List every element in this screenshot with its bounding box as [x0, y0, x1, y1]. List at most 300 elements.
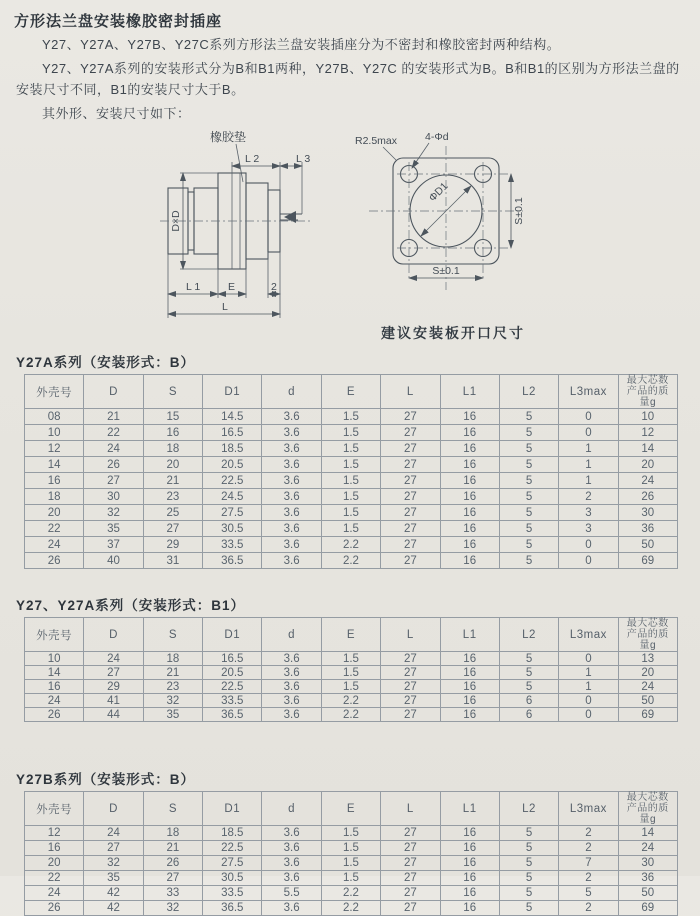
table-cell: 23: [143, 489, 202, 505]
column-header: L1: [440, 792, 499, 826]
header-row: [25, 375, 678, 409]
table-row: [25, 652, 678, 666]
spec-table-y27-y27a-b1: [24, 617, 678, 722]
table-cell: 3.6: [262, 457, 321, 473]
column-header: D1: [203, 618, 262, 652]
table-cell: 1.5: [321, 871, 380, 886]
table-row: [25, 521, 678, 537]
table-cell: 27: [84, 473, 143, 489]
table-cell: 1.5: [321, 489, 380, 505]
table-cell: 24: [84, 441, 143, 457]
table-cell: 29: [143, 537, 202, 553]
flange-figure-block: [353, 126, 538, 343]
table-cell: 25: [143, 505, 202, 521]
table-row: [25, 901, 678, 916]
table-cell: 1: [559, 680, 618, 694]
table-cell: 27: [381, 886, 440, 901]
table-cell: 26: [84, 457, 143, 473]
table-cell: 14.5: [203, 409, 262, 425]
table-cell: 10: [25, 425, 84, 441]
table-cell: 18.5: [203, 826, 262, 841]
table-cell: 18: [25, 489, 84, 505]
table-cell: 22: [25, 871, 84, 886]
table-cell: 24: [84, 826, 143, 841]
table-cell: 3.6: [262, 441, 321, 457]
column-header: L1: [440, 618, 499, 652]
table-cell: 5: [499, 425, 558, 441]
figures-row: [0, 126, 700, 354]
table-cell: 27: [381, 521, 440, 537]
page-title: 方形法兰盘安装橡胶密封插座: [14, 13, 223, 30]
table-cell: 16: [440, 473, 499, 489]
table-cell: 08: [25, 409, 84, 425]
table-cell: 12: [25, 826, 84, 841]
table-cell: 36.5: [203, 901, 262, 916]
table-cell: 30: [84, 489, 143, 505]
rubber-gasket-label: 橡胶垫: [210, 130, 247, 144]
table-cell: 27: [381, 856, 440, 871]
table-cell: 3: [559, 505, 618, 521]
table-cell: 16: [440, 856, 499, 871]
column-header: L: [381, 792, 440, 826]
table-cell: 27: [381, 708, 440, 722]
table-cell: 16: [440, 505, 499, 521]
column-header: S: [143, 792, 202, 826]
table-cell: 16: [440, 457, 499, 473]
table-cell: 5: [499, 489, 558, 505]
table-cell: 5: [559, 886, 618, 901]
table-cell: 6: [499, 694, 558, 708]
table-cell: 44: [84, 708, 143, 722]
table-cell: 5: [499, 473, 558, 489]
column-header: d: [262, 618, 321, 652]
column-header: D: [84, 792, 143, 826]
table-cell: 27.5: [203, 856, 262, 871]
table-cell: 27: [143, 871, 202, 886]
table-cell: 50: [618, 886, 677, 901]
table-cell: 2: [559, 826, 618, 841]
table-cell: 12: [618, 425, 677, 441]
table-cell: 35: [143, 708, 202, 722]
table-cell: 3.6: [262, 505, 321, 521]
dim-l1-label: L 1: [186, 281, 201, 293]
table-title-y27a-b: Y27A系列（安装形式：B）: [16, 355, 196, 370]
intro-paragraph-3: 其外形、安装尺寸如下：: [42, 106, 191, 121]
table-cell: 27.5: [203, 505, 262, 521]
table-cell: 24: [618, 680, 677, 694]
table-cell: 27: [84, 666, 143, 680]
table-cell: 36: [618, 871, 677, 886]
table-cell: 14: [618, 826, 677, 841]
table-cell: 16: [440, 901, 499, 916]
table-cell: 42: [84, 886, 143, 901]
table-cell: 5: [499, 505, 558, 521]
column-header: d: [262, 792, 321, 826]
table-cell: 3.6: [262, 425, 321, 441]
table-cell: 0: [559, 409, 618, 425]
table-row: [25, 489, 678, 505]
header-row: [25, 618, 678, 652]
column-header: L: [381, 618, 440, 652]
table-cell: 32: [143, 694, 202, 708]
table-cell: 1.5: [321, 826, 380, 841]
table-cell: 69: [618, 708, 677, 722]
table-cell: 3.6: [262, 521, 321, 537]
table-title-y27-y27a-b1: Y27、Y27A系列（安装形式：B1）: [16, 598, 246, 613]
table-cell: 18: [143, 441, 202, 457]
table-cell: 27: [381, 694, 440, 708]
table-cell: 16.5: [203, 652, 262, 666]
table-cell: 1.5: [321, 680, 380, 694]
column-header: L2: [499, 375, 558, 409]
table-cell: 2.2: [321, 537, 380, 553]
table-cell: 35: [84, 521, 143, 537]
table-cell: 2.2: [321, 886, 380, 901]
table-cell: 16: [440, 409, 499, 425]
table-cell: 22.5: [203, 473, 262, 489]
table-cell: 1.5: [321, 521, 380, 537]
table-cell: 26: [618, 489, 677, 505]
table-cell: 16: [440, 652, 499, 666]
table-cell: 50: [618, 537, 677, 553]
table-cell: 0: [559, 537, 618, 553]
table-cell: 5: [499, 856, 558, 871]
table-cell: 27: [381, 871, 440, 886]
table-cell: 16: [440, 666, 499, 680]
column-header: E: [321, 375, 380, 409]
table-cell: 27: [381, 680, 440, 694]
connector-side-view-figure: [150, 126, 335, 351]
table-cell: 2: [559, 871, 618, 886]
table-cell: 3.6: [262, 652, 321, 666]
table-cell: 5: [499, 886, 558, 901]
header-row: [25, 792, 678, 826]
column-header: 外壳号: [25, 792, 84, 826]
table-cell: 33.5: [203, 537, 262, 553]
table-cell: 22.5: [203, 841, 262, 856]
table-cell: 24: [25, 537, 84, 553]
table-cell: 5: [499, 871, 558, 886]
table-cell: 16: [440, 441, 499, 457]
table-cell: 21: [143, 473, 202, 489]
column-header: L: [381, 375, 440, 409]
table-cell: 20: [25, 856, 84, 871]
table-row: [25, 425, 678, 441]
table-cell: 5: [499, 652, 558, 666]
table-cell: 1.5: [321, 505, 380, 521]
table-cell: 27: [381, 901, 440, 916]
table-cell: 26: [25, 901, 84, 916]
table-cell: 21: [143, 841, 202, 856]
table-cell: 27: [381, 441, 440, 457]
table-row: [25, 537, 678, 553]
table-cell: 16: [25, 473, 84, 489]
table-cell: 20: [618, 457, 677, 473]
table-cell: 18.5: [203, 441, 262, 457]
table-cell: 30: [618, 505, 677, 521]
table-cell: 27: [381, 841, 440, 856]
table-cell: 16: [440, 425, 499, 441]
dim-l3-label: L 3: [296, 153, 311, 165]
table-cell: 29: [84, 680, 143, 694]
dim-l2-label: L 2: [245, 153, 260, 165]
table-cell: 0: [559, 694, 618, 708]
table-cell: 5: [499, 537, 558, 553]
table-cell: 35: [84, 871, 143, 886]
corner-radius-label: R2.5max: [355, 135, 398, 147]
table-cell: 2.2: [321, 901, 380, 916]
table-cell: 5: [499, 841, 558, 856]
column-header: L3max: [559, 618, 618, 652]
table-cell: 3: [559, 521, 618, 537]
table-cell: 1: [559, 441, 618, 457]
table-cell: 2.2: [321, 553, 380, 569]
table-cell: 30.5: [203, 871, 262, 886]
table-cell: 20: [618, 666, 677, 680]
table-cell: 3.6: [262, 537, 321, 553]
table-cell: 3.6: [262, 473, 321, 489]
table-cell: 27: [143, 521, 202, 537]
table-cell: 24: [25, 694, 84, 708]
column-header: d: [262, 375, 321, 409]
table-cell: 16: [440, 871, 499, 886]
table-row: [25, 680, 678, 694]
column-header: 外壳号: [25, 618, 84, 652]
table-cell: 16: [440, 826, 499, 841]
table-cell: 27: [381, 505, 440, 521]
table-cell: 2.2: [321, 694, 380, 708]
column-header: L2: [499, 618, 558, 652]
table-cell: 16: [440, 708, 499, 722]
table-cell: 14: [25, 457, 84, 473]
table-cell: 27: [381, 537, 440, 553]
table-cell: 41: [84, 694, 143, 708]
table-cell: 37: [84, 537, 143, 553]
spec-table-y27a-b: [24, 374, 678, 569]
bore-diameter-label: ΦD1: [426, 180, 451, 205]
table-cell: 16: [440, 680, 499, 694]
column-header: E: [321, 792, 380, 826]
table-cell: 2: [559, 901, 618, 916]
table-cell: 7: [559, 856, 618, 871]
table-row: [25, 856, 678, 871]
intro-paragraph-1: Y27、Y27A、Y27B、Y27C系列方形法兰盘安装插座分为不密封和橡胶密封两种结构。: [42, 37, 561, 52]
table-row: [25, 886, 678, 901]
table-cell: 20.5: [203, 666, 262, 680]
table-cell: 22: [25, 521, 84, 537]
table-cell: 24.5: [203, 489, 262, 505]
table-cell: 30.5: [203, 521, 262, 537]
table-cell: 3.6: [262, 826, 321, 841]
table-cell: 3.6: [262, 841, 321, 856]
table-cell: 13: [618, 652, 677, 666]
flange-front-view-figure: [353, 126, 538, 321]
table-cell: 5: [499, 441, 558, 457]
table-cell: 27: [381, 553, 440, 569]
table-cell: 69: [618, 553, 677, 569]
table-cell: 40: [84, 553, 143, 569]
table-cell: 1.5: [321, 856, 380, 871]
flange-figure-caption: 建议安装板开口尺寸: [381, 325, 525, 341]
table-cell: 32: [84, 505, 143, 521]
spec-table-y27b-b: [24, 791, 678, 916]
column-header: 外壳号: [25, 375, 84, 409]
table-row: [25, 826, 678, 841]
table-cell: 2.2: [321, 708, 380, 722]
table-cell: 3.6: [262, 666, 321, 680]
table-cell: 42: [84, 901, 143, 916]
table-cell: 23: [143, 680, 202, 694]
table-cell: 16: [440, 537, 499, 553]
table-cell: 27: [381, 473, 440, 489]
table-cell: 16: [440, 841, 499, 856]
dim-l-label: L: [222, 301, 228, 313]
table-cell: 0: [559, 652, 618, 666]
table-cell: 2: [559, 489, 618, 505]
table-cell: 16: [440, 521, 499, 537]
column-header: 最大芯数产品的质量g: [618, 375, 677, 409]
table-cell: 27: [381, 425, 440, 441]
table-cell: 5: [499, 553, 558, 569]
table-cell: 27: [381, 652, 440, 666]
table-cell: 16.5: [203, 425, 262, 441]
table-cell: 26: [25, 708, 84, 722]
table-cell: 16: [440, 553, 499, 569]
table-cell: 24: [618, 473, 677, 489]
column-header: 最大芯数产品的质量g: [618, 792, 677, 826]
table-cell: 14: [25, 666, 84, 680]
table-cell: 1: [559, 457, 618, 473]
table-row: [25, 694, 678, 708]
table-cell: 24: [618, 841, 677, 856]
table-cell: 16: [25, 841, 84, 856]
table-cell: 3.6: [262, 871, 321, 886]
table-cell: 36: [618, 521, 677, 537]
table-cell: 26: [25, 553, 84, 569]
table-cell: 33: [143, 886, 202, 901]
table-cell: 1.5: [321, 457, 380, 473]
table-cell: 3.6: [262, 409, 321, 425]
column-header: D1: [203, 375, 262, 409]
column-header: L1: [440, 375, 499, 409]
table-cell: 3.6: [262, 489, 321, 505]
table-cell: 0: [559, 425, 618, 441]
table-cell: 12: [25, 441, 84, 457]
table-cell: 27: [381, 666, 440, 680]
dim-dxd-label: D×D: [170, 210, 182, 232]
table-cell: 24: [25, 886, 84, 901]
table-row: [25, 841, 678, 856]
table-cell: 36.5: [203, 553, 262, 569]
table-cell: 31: [143, 553, 202, 569]
column-header: S: [143, 618, 202, 652]
table-cell: 33.5: [203, 886, 262, 901]
table-cell: 33.5: [203, 694, 262, 708]
table-cell: 18: [143, 652, 202, 666]
table-cell: 1: [559, 473, 618, 489]
table-row: [25, 473, 678, 489]
table-cell: 69: [618, 901, 677, 916]
table-cell: 32: [84, 856, 143, 871]
table-cell: 10: [618, 409, 677, 425]
dim-s-bottom-label: S±0.1: [432, 265, 460, 277]
table-row: [25, 457, 678, 473]
table-cell: 3.6: [262, 694, 321, 708]
table-cell: 16: [143, 425, 202, 441]
table-cell: 26: [143, 856, 202, 871]
table-row: [25, 505, 678, 521]
table-cell: 5: [499, 826, 558, 841]
table-cell: 30: [618, 856, 677, 871]
table-row: [25, 409, 678, 425]
dim-e-label: E: [228, 281, 236, 293]
table-row: [25, 441, 678, 457]
mounting-holes-label: 4-Φd: [425, 131, 449, 143]
table-cell: 1.5: [321, 666, 380, 680]
column-header: D: [84, 618, 143, 652]
table-cell: 5: [499, 666, 558, 680]
table-cell: 22: [84, 425, 143, 441]
table-cell: 14: [618, 441, 677, 457]
table-cell: 1.5: [321, 652, 380, 666]
dim-s-right-label: S±0.1: [513, 197, 525, 225]
column-header: E: [321, 618, 380, 652]
table-cell: 20.5: [203, 457, 262, 473]
table-cell: 27: [381, 489, 440, 505]
table-cell: 5: [499, 457, 558, 473]
table-cell: 1.5: [321, 409, 380, 425]
table-title-y27b-b: Y27B系列（安装形式：B）: [16, 772, 196, 787]
column-header: L2: [499, 792, 558, 826]
table-cell: 32: [143, 901, 202, 916]
table-cell: 22.5: [203, 680, 262, 694]
table-cell: 20: [143, 457, 202, 473]
table-cell: 15: [143, 409, 202, 425]
table-cell: 16: [440, 489, 499, 505]
table-row: [25, 666, 678, 680]
table-row: [25, 871, 678, 886]
table-cell: 0: [559, 553, 618, 569]
table-cell: 21: [143, 666, 202, 680]
table-cell: 36.5: [203, 708, 262, 722]
table-cell: 1.5: [321, 841, 380, 856]
table-row: [25, 708, 678, 722]
table-cell: 18: [143, 826, 202, 841]
table-cell: 5: [499, 901, 558, 916]
intro-paragraph-2: Y27、Y27A系列的安装形式分为B和B1两种，Y27B、Y27C 的安装形式为B。B和B1的区别为方形法兰盘的安装尺寸不同，B1的安装尺寸大于B。: [16, 61, 680, 97]
table-cell: 3.6: [262, 901, 321, 916]
table-cell: 27: [381, 826, 440, 841]
column-header: 最大芯数产品的质量g: [618, 618, 677, 652]
table-cell: 0: [559, 708, 618, 722]
table-cell: 16: [25, 680, 84, 694]
table-cell: 10: [25, 652, 84, 666]
table-row: [25, 553, 678, 569]
table-cell: 21: [84, 409, 143, 425]
table-cell: 27: [381, 457, 440, 473]
table-cell: 24: [84, 652, 143, 666]
dim-2-label: 2: [271, 281, 277, 293]
column-header: L3max: [559, 792, 618, 826]
table-cell: 3.6: [262, 680, 321, 694]
table-cell: 6: [499, 708, 558, 722]
table-cell: 1: [559, 666, 618, 680]
column-header: D: [84, 375, 143, 409]
table-cell: 5.5: [262, 886, 321, 901]
table-cell: 3.6: [262, 708, 321, 722]
column-header: S: [143, 375, 202, 409]
table-cell: 1.5: [321, 473, 380, 489]
